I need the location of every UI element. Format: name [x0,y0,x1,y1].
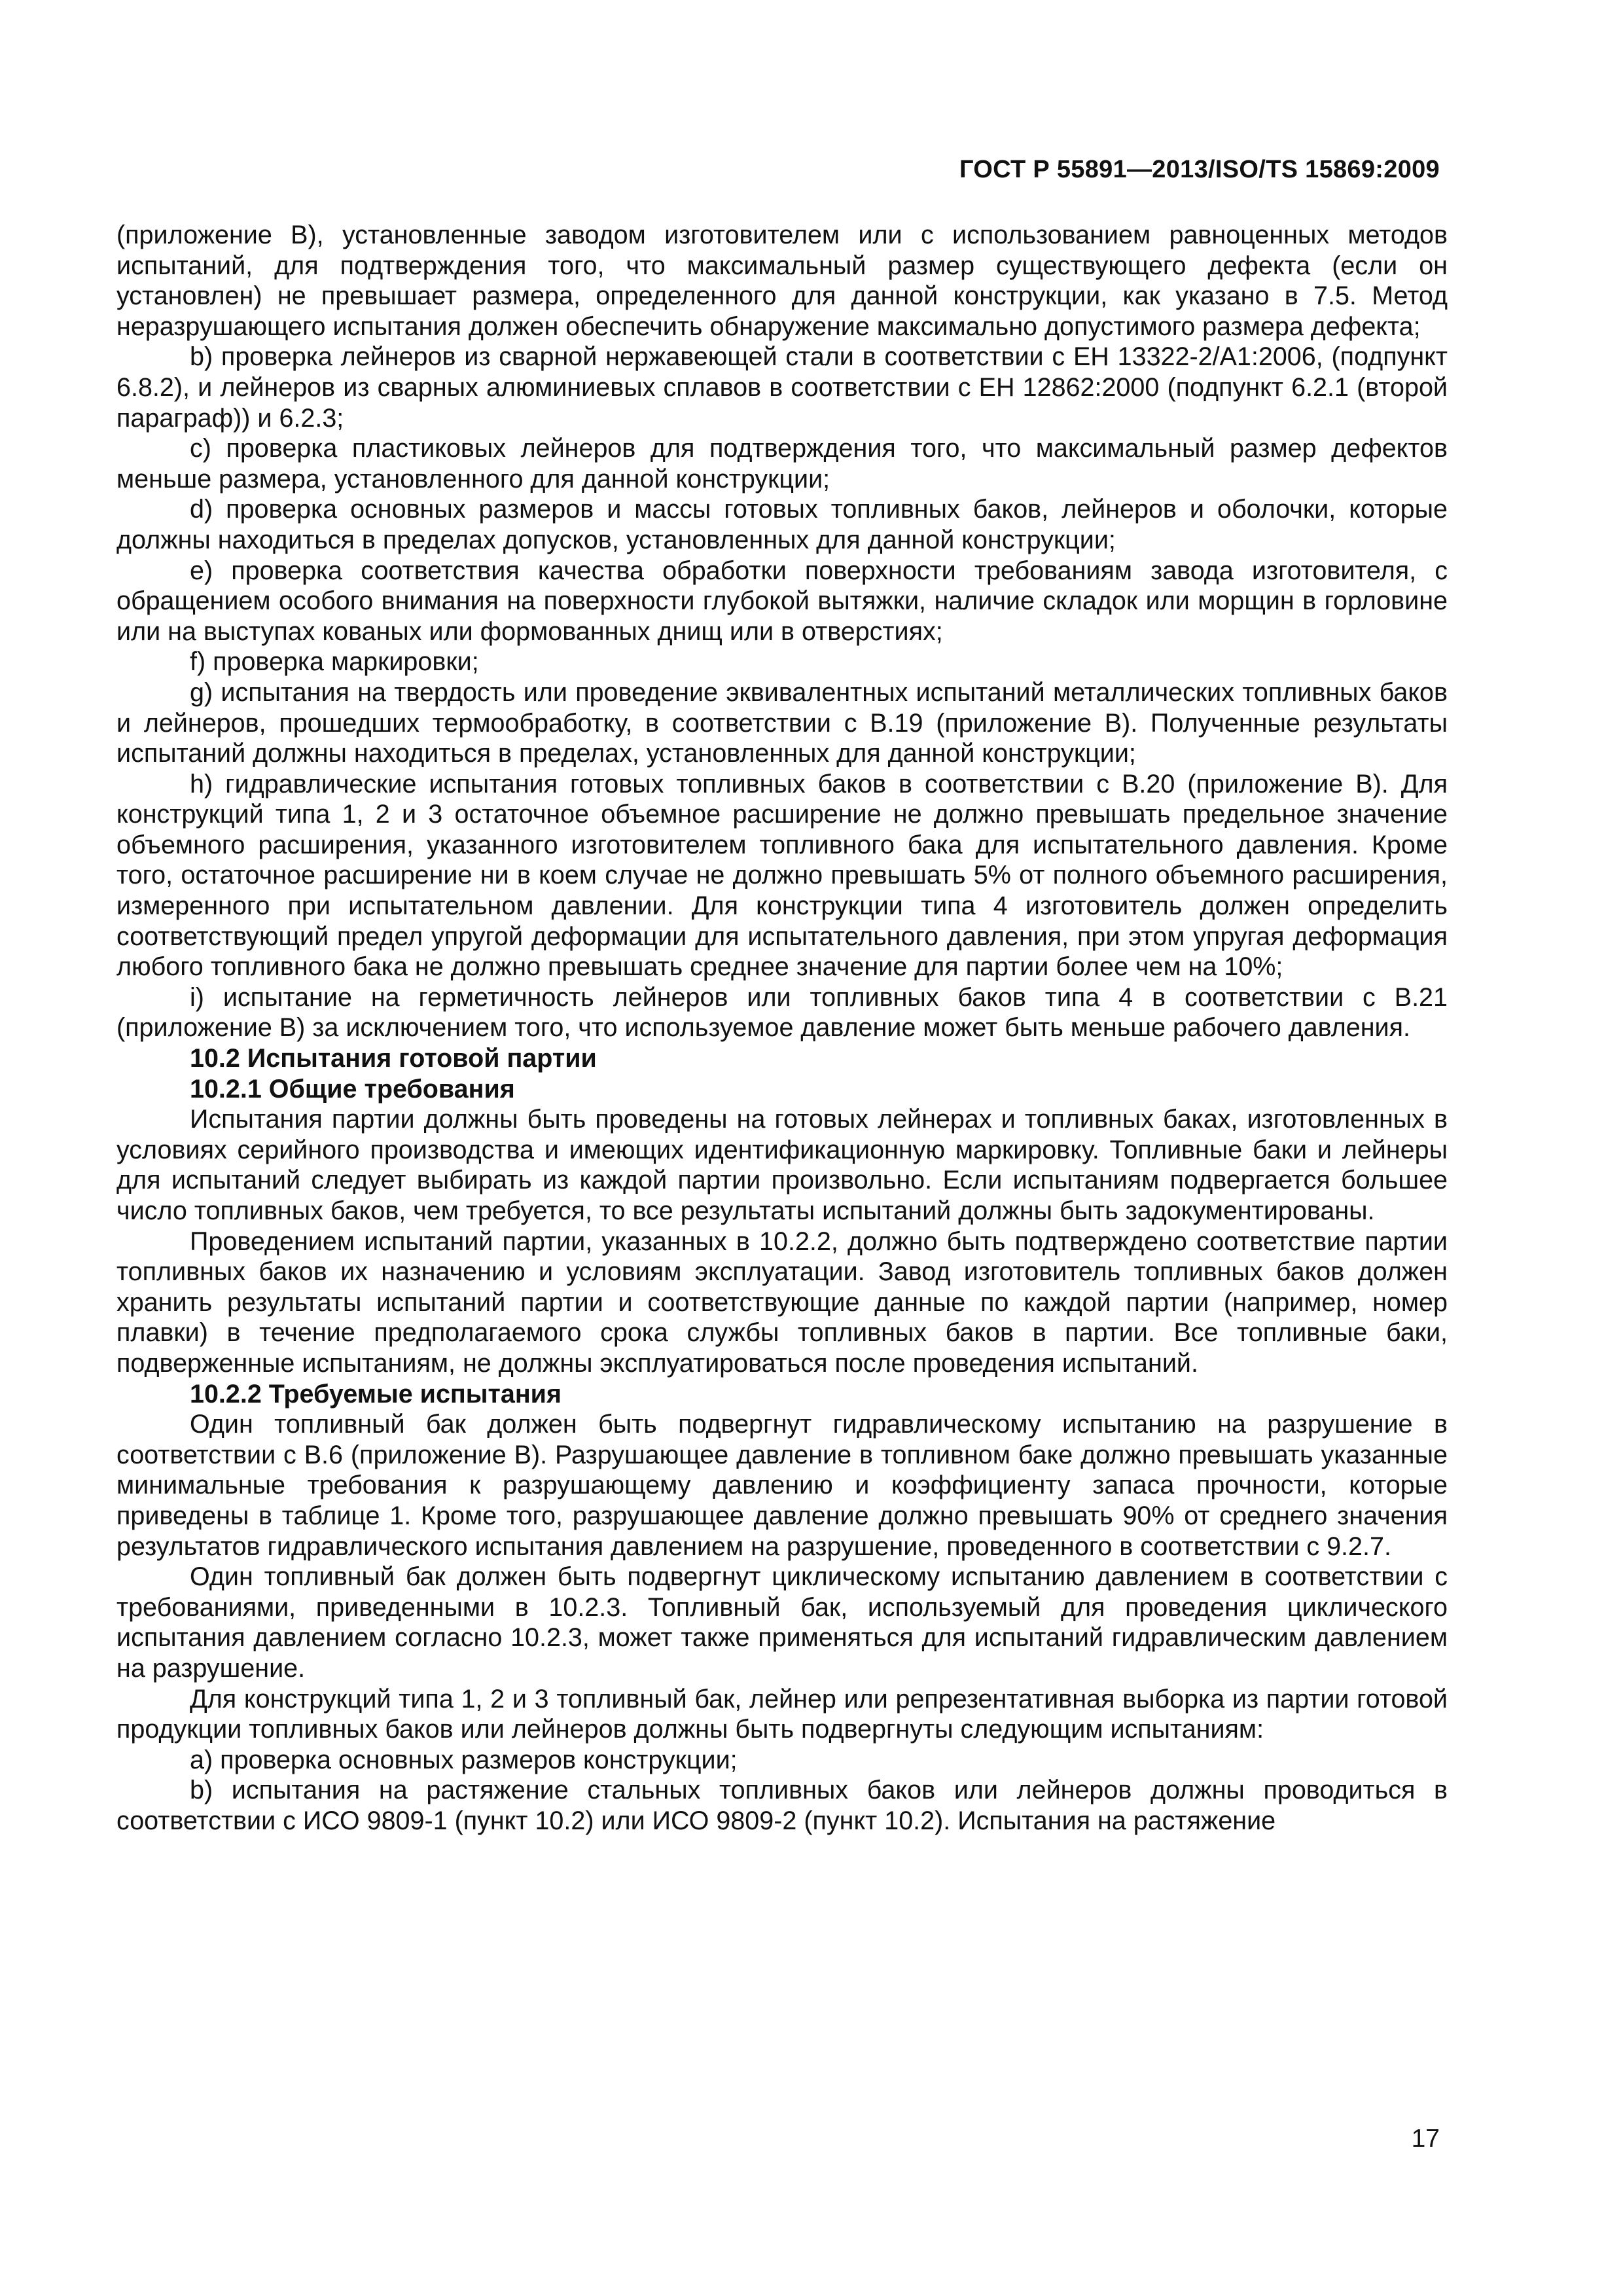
body-paragraph: Испытания партии должны быть проведены на готовых лейнерах и топливных баках, изготовленных в условиях серийного производства и имеющих идентификационную маркировку. Топливные баки и лейнеры для испытаний следует выбирать из каждой партии произвольно. Если испытаниям подвергается большее число топливных баков, чем требуется, то все результаты испытаний должны быть задокументированы. [116,1105,1448,1225]
body-paragraph: с) проверка пластиковых лейнеров для подтверждения того, что максимальный размер дефектов меньше размера, установленного для данной конструкции; [116,434,1448,493]
body-paragraph: (приложение В), установленные заводом изготовителем или с использованием равноценных методов испытаний, для подтверждения того, что максимальный размер существующего дефекта (если он установлен) не превышает размера, определенного для данной конструкции, как указано в 7.5. Метод неразрушающего испытания должен обеспечить обнаружение максимально допустимого размера дефекта; [116,221,1448,341]
body-paragraph: i) испытание на герметичность лейнеров или топливных баков типа 4 в соответствии с В.21 (приложение В) за исключением того, что используемое давление может быть меньше рабочего давления. [116,982,1448,1043]
body-paragraph: f) проверка маркировки; [190,647,479,677]
document-header: ГОСТ Р 55891—2013/ISO/TS 15869:2009 [959,156,1440,183]
body-paragraph: b) проверка лейнеров из сварной нержавеющей стали в соответствии с ЕН 13322-2/А1:2006, (подпункт 6.8.2), и лейнеров из сварных алюминиевых сплавов в соответствии с ЕН 12862:2000 (подпункт 6.2.1 (второй параграф)) и 6.2.3; [116,342,1448,433]
body-paragraph: а) проверка основных размеров конструкции; [190,1745,738,1774]
body-paragraph: Проведением испытаний партии, указанных в 10.2.2, должно быть подтверждено соответствие партии топливных баков их назначению и условиям эксплуатации. Завод изготовитель топливных баков должен хранить результаты испытаний партии и соответствующие данные по каждой партии (например, номер плавки) в течение предполагаемого срока службы топливных баков в партии. Все топливные баки, подверженные испытаниям, не должны эксплуатироваться после проведения испытаний. [116,1227,1448,1378]
body-paragraph: b) испытания на растяжение стальных топливных баков или лейнеров должны проводиться в соответствии с ИСО 9809-1 (пункт 10.2) или ИСО 9809-2 (пункт 10.2). Испытания на растяжение [116,1776,1448,1835]
section-heading: 10.2.1 Общие требования [190,1074,515,1103]
section-heading: 10.2 Испытания готовой партии [190,1044,597,1073]
document-body [116,220,1448,1836]
page-number: 17 [1411,2125,1440,2153]
section-heading: 10.2.2 Требуемые испытания [190,1379,562,1408]
body-paragraph: Один топливный бак должен быть подвергнут гидравлическому испытанию на разрушение в соответствии с В.6 (приложение В). Разрушающее давление в топливном баке должно превышать указанные минимальные требования к разрушающему давлению и коэффициенту запаса прочности, которые приведены в таблице 1. Кроме того, разрушающее давление должно превышать 90% от среднего значения результатов гидравлического испытания давлением на разрушение, проведенного в соответствии с 9.2.7. [116,1410,1448,1561]
body-paragraph: d) проверка основных размеров и массы готовых топливных баков, лейнеров и оболочки, которые должны находиться в пределах допусков, установленных для данной конструкции; [116,495,1448,554]
body-paragraph: h) гидравлические испытания готовых топливных баков в соответствии с В.20 (приложение В). Для конструкций типа 1, 2 и 3 остаточное объемное расширение не должно превышать предельное значение объемного расширения, указанного изготовителем топливного бака для испытательного давления. Кроме того, остаточное расширение ни в коем случае не должно превышать 5% от полного объемного расширения, измеренного при испытательном давлении. Для конструкции типа 4 изготовитель должен определить соответствующий предел упругой деформации для испытательного давления, при этом упругая деформация любого топливного бака не должно превышать среднее значение для партии более чем на 10%; [116,769,1448,982]
body-paragraph: Для конструкций типа 1, 2 и 3 топливный бак, лейнер или репрезентативная выборка из партии готовой продукции топливных баков или лейнеров должны быть подвергнуты следующим испытаниям: [116,1684,1448,1744]
body-paragraph: g) испытания на твердость или проведение эквивалентных испытаний металлических топливных баков и лейнеров, прошедших термообработку, в соответствии с В.19 (приложение В). Полученные результаты испытаний должны находиться в пределах, установленных для данной конструкции; [116,677,1448,768]
body-paragraph: Один топливный бак должен быть подвергнут циклическому испытанию давлением в соответствии с требованиями, приведенными в 10.2.3. Топливный бак, используемый для проведения циклического испытания давлением согласно 10.2.3, может также применяться для испытаний гидравлическим давлением на разрушение. [116,1562,1448,1683]
body-paragraph: е) проверка соответствия качества обработки поверхности требованиям завода изготовителя, с обращением особого внимания на поверхности глубокой вытяжки, наличие складок или морщин в горловине или на выступах кованых или формованных днищ или в отверстиях; [116,556,1448,646]
